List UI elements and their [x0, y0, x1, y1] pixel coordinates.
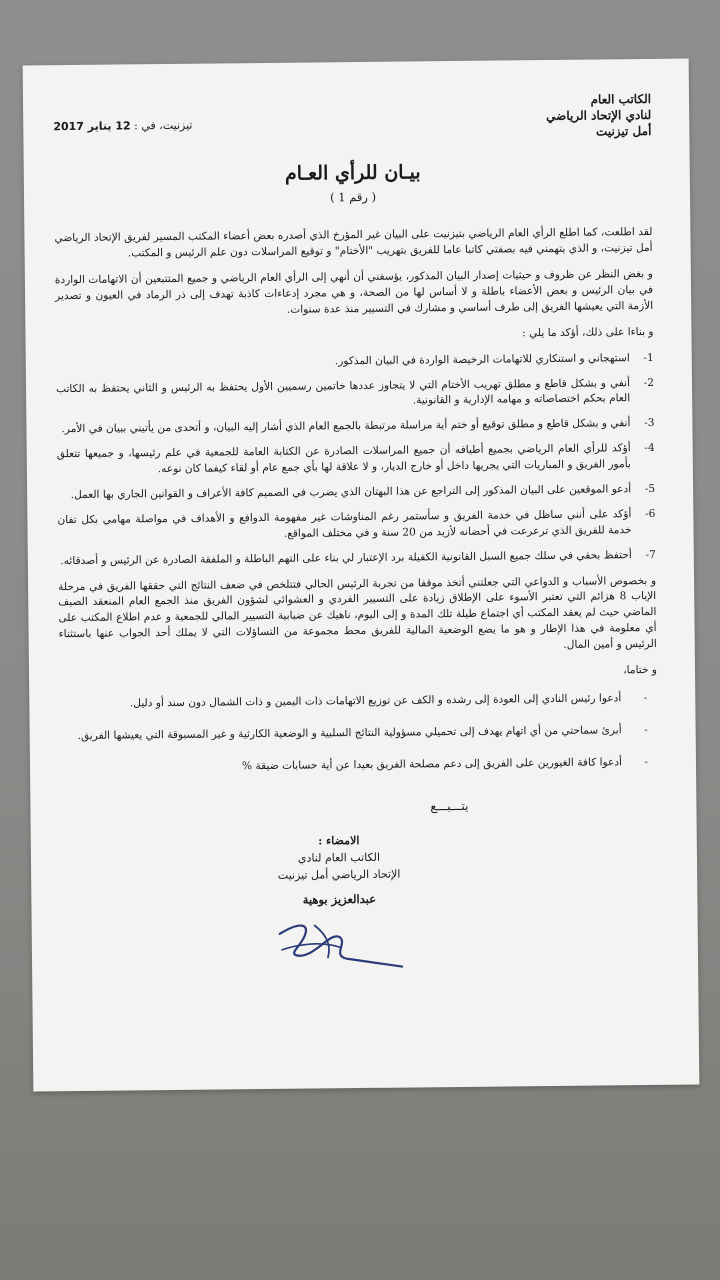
- letter-page: [23, 59, 700, 1092]
- point-number: 5-: [644, 482, 656, 496]
- context-paragraph: و بغض النظر عن ظروف و حيثيات إصدار البيان المذكور، يؤسفني أن أنهي إلى الرأي العام الرياضي و جميع المتتبعين أن الاتهامات الواردة في بيان الرئيس و بعض الأعضاء باطلة و لا أساس لها من الصحة، و هي مجرد إدعاءات كاذبة تهدف إلى ذر الرماد في العيون و تصدير الأزمة التي يعيشها الفريق إلى طرف أساسي و مشارك في التسيير منذ عدة سنوات.: [54, 268, 654, 316]
- closing-text: أدعوا كافة الغيورين على الفريق إلى دعم مصلحة الفريق بعيدا عن أية حسابات ضيقة %: [241, 755, 623, 772]
- reasons-paragraph: و بخصوص الأسباب و الدواعي التي جعلتني أتخذ موقفا من تجربة الرئيس الحالي فتتلخص في ضعف النتائج التي حققها الفريق في مرحلة الإياب 8 هزائم التي تعتبر الأسوء على الإطلاق زيادة على التسيير الفردي و العشوائي لشؤون الفريق منذ الجمع العام المنعقد الصيف الماضي حيث لم يعقد المكتب أي اجتماع طيلة تلك المدة و إلى اليوم، ناهيك عن ضبابية التسيير المالي للجمعية و عدم اطلاع المكتب على أي معلومة في هذا الإطار و هو ما يضع الوضعية المالية للفريق محط مجموعة من التساؤلات التي لا يملك أحد الجواب عنها باستثناء الرئيس و أمين المال.: [58, 574, 657, 652]
- list-item: [56, 351, 654, 373]
- closing-list: [59, 691, 658, 777]
- point-number: 4-: [644, 442, 655, 455]
- points-list: [56, 351, 656, 570]
- signature-block: [239, 831, 441, 979]
- list-item: [60, 723, 658, 745]
- org-line-3: أمل تيزنيت: [595, 124, 652, 139]
- point-text: أنفي و بشكل قاطع و مطلق توقيع أو ختم أية مراسلة مرتبطة بالجمع العام الذي أشار إليه البيان، و أتحدى من يأتيني ببيان في الأمر.: [61, 417, 631, 436]
- list-item: [59, 691, 657, 713]
- point-number: 6-: [644, 507, 656, 520]
- point-number: 1-: [643, 351, 654, 364]
- statement-number: ( رقم 1 ): [329, 189, 377, 205]
- point-text: أدعو الموقعين على البيان المذكور إلى التراجع عن هذا البهتان الذي يضرب في الصميم كافة الأعراف و القوانين الجاري بها العمل.: [70, 483, 632, 502]
- list-item: [58, 548, 656, 570]
- bullet-dash: -: [643, 691, 648, 704]
- list-item: [57, 482, 655, 504]
- list-item: [57, 507, 655, 545]
- point-text: أؤكد للرأي العام الرياضي بجميع أطيافه أن جميع المراسلات الصادرة عن الكتابة العامة للجمعية في علم رئيسها، و جميعها تتعلق بأمور الفريق و المباريات التي يجريها داخل أو خارج الديار، و لا علاقة لها بأي جمع عام أو لقاء كيفما كان نوعه.: [56, 442, 631, 476]
- point-text: أؤكد على أنني ساظل في خدمة الفريق و سأستمر رغم المناوشات غير مفهومة الدوافع و الأهداف في مواصلة مهامي بكل تفان خدمة للفريق الذي ترعرعت في أحضانه لأزيد من 20 سنة و في مختلف المواقع.: [57, 508, 632, 540]
- statement-title: بيـان للرأي العـام: [284, 160, 421, 185]
- followup-mark: يتـــبـــع: [430, 798, 469, 813]
- title-block: [54, 155, 652, 209]
- signature-label: الامضاء :: [318, 833, 360, 848]
- signer-role-line-2: الإتحاد الرياضي أمل تيزنيت: [277, 867, 401, 882]
- org-line-2: لنادي الإتحاد الرياضي: [546, 108, 652, 124]
- point-text: أحتفظ بحقي في سلك جميع السبل القانونية الكفيلة برد الإعتبار لي بناء على التهم الباطلة و الملفقة الصادرة عن الرئيس و أصدقائه.: [60, 548, 632, 567]
- list-item: [57, 441, 655, 479]
- affirm-intro: و بناءا على ذلك، أؤكد ما يلي :: [522, 325, 654, 340]
- date-prefix: تيزنيت، في :: [134, 118, 193, 133]
- org-line-1: الكاتب العام: [590, 91, 652, 107]
- intro-paragraph: لقد اطلعت، كما اطلع الرأي العام الرياضي بتيزنيت على البيان غير المؤرخ الذي أصدره بعض أعضاء المكتب المسير لفريق الإتحاد الرياضي أمل تيزنيت، و الذي يتهمني فيه بصفتي كاتبا عاما للفريق بتهريب "الأختام" و توقيع المراسلات دون علم الرئيس و المكتب.: [54, 226, 653, 260]
- closing-intro: و ختاما،: [623, 663, 658, 677]
- point-number: 3-: [644, 417, 655, 430]
- point-text: أنفي و بشكل قاطع و مطلق تهريب الأختام التي لا يتجاوز عددها خاتمين رسميين الأول يحتفظ به الرئيس و الثاني يحتفظ به الكاتب العام بحكم اختصاصاته و مهامه الإدارية و القانونية.: [55, 376, 631, 407]
- closing-text: أدعوا رئيس النادي إلى العودة إلى رشده و الكف عن توزيع الاتهامات ذات اليمين و ذات الشمال دون سند أو دليل.: [129, 692, 622, 710]
- handwritten-signature: [240, 912, 441, 979]
- sender-organization: [546, 91, 652, 141]
- list-item: [56, 416, 654, 438]
- signer-role-line-1: الكاتب العام لنادي: [297, 850, 381, 865]
- list-item: [56, 375, 654, 413]
- letter-header: [53, 91, 651, 146]
- point-text: استهجاني و استنكاري للاتهامات الرخيصة الواردة في البيان المذكور.: [334, 351, 630, 367]
- date-value: 12 يناير 2017: [53, 119, 131, 134]
- point-number: 2-: [643, 376, 655, 389]
- bullet-dash: -: [644, 755, 649, 768]
- list-item: [60, 755, 658, 777]
- letter-date: [53, 118, 192, 136]
- point-number: 7-: [645, 548, 656, 561]
- signer-name: عبدالعزيز بوهية: [302, 891, 377, 907]
- bullet-dash: -: [643, 723, 648, 736]
- closing-text: أبرئ سماحتي من أي اتهام يهدف إلى تحميلي مسؤولية النتائج السلبية و الوضعية الكارثية و غير المسبوقة التي يعيشها الفريق.: [77, 724, 622, 742]
